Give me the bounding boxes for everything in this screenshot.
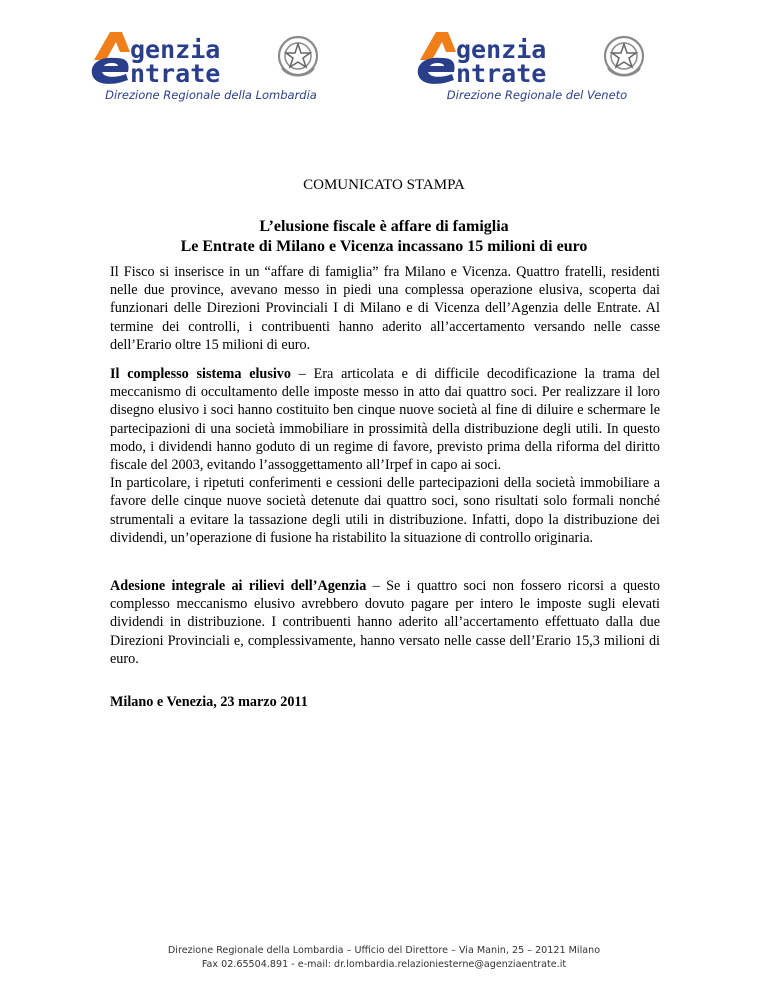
agenzia-entrate-logo-lombardia — [86, 30, 346, 110]
paragraph-heading: Adesione integrale ai rilievi dell’Agenzia — [110, 578, 367, 594]
paragraph-intro: Il Fisco si inserisce in un “affare di famiglia” fra Milano e Vicenza. Quattro fratelli, residenti nelle due province, avevano messo in piedi una complessa operazione elusiva, scoperta dai funzionari delle Direzioni Provinciali I di Milano e di Vicenza dell’Agenzia delle Entrate. Al termine dei controlli, i contribuenti hanno aderito all’accertamento versando nelle casse dell’Erario oltre 15 milioni di euro. — [110, 264, 660, 353]
logo-region-label: Direzione Regionale del Veneto — [446, 88, 628, 102]
paragraph-heading: Il complesso sistema elusivo — [110, 366, 291, 382]
press-release-title — [0, 217, 768, 257]
logo-word-entrate: ntrate — [456, 59, 547, 88]
logo-word-agenzia: genzia — [130, 35, 221, 64]
paragraph-text: – Se i quattro soci non fossero ricorsi a questo complesso meccanismo elusivo avrebbero dovuto pagare per intero le imposte sugli elevati dividendi in distribuzione. I contribuenti hanno aderito all’accertamento effettuato dalla due Direzioni Provinciali e, complessivamente, hanno versato nelle casse dell’Erario 15,3 milioni di euro. — [110, 578, 660, 667]
footer-address: Direzione Regionale della Lombardia – Ufficio del Direttore – Via Manin, 25 – 20121 Milano — [167, 945, 601, 956]
italian-emblem-icon — [276, 34, 320, 80]
italian-emblem-icon — [602, 34, 646, 80]
title-line-1: L’elusione fiscale è affare di famiglia — [259, 218, 509, 235]
place-date-signature: Milano e Venezia, 23 marzo 2011 — [110, 694, 308, 710]
paragraph-sistema-elusivo — [110, 365, 660, 547]
document-type-heading: COMUNICATO STAMPA — [303, 177, 465, 193]
paragraph-text: – Era articolata e di difficile decodificazione la trama del meccanismo di occultamento delle imposte messo in atto dai quattro soci. Per realizzare il loro disegno elusivo i soci hanno costituito ben cinque nuove società al fine di diluire e schermare le partecipazioni di una società immobiliare in prossimità della distribuzione degli utili. In questo modo, i dividendi hanno goduto di un regime di favore, previsto prima della riforma del diritto fiscale del 2003, evitando l’assoggettamento all’Irpef in capo ai soci. — [110, 366, 660, 474]
paragraph-adesione — [110, 577, 660, 668]
logo-word-agenzia: genzia — [456, 35, 547, 64]
logo-region-label: Direzione Regionale della Lombardia — [105, 88, 317, 102]
title-line-2: Le Entrate di Milano e Vicenza incassano 15 milioni di euro — [180, 238, 588, 255]
logo-word-entrate: ntrate — [130, 59, 221, 88]
paragraph-continuation: In particolare, i ripetuti conferimenti e cessioni delle partecipazioni della società immobiliare a favore delle cinque nuove società detenute dai quattro soci, sono risultati solo formali nonché strumentali a evitare la tassazione degli utili in distribuzione. Infatti, dopo la distribuzione dei dividendi, un’operazione di fusione ha ristabilito la situazione di controllo originaria. — [110, 475, 660, 546]
page-footer — [0, 944, 768, 972]
agenzia-entrate-logo-veneto — [412, 30, 672, 110]
footer-contact: Fax 02.65504.891 - e-mail: dr.lombardia.relazioniesterne@agenziaentrate.it — [201, 959, 567, 970]
